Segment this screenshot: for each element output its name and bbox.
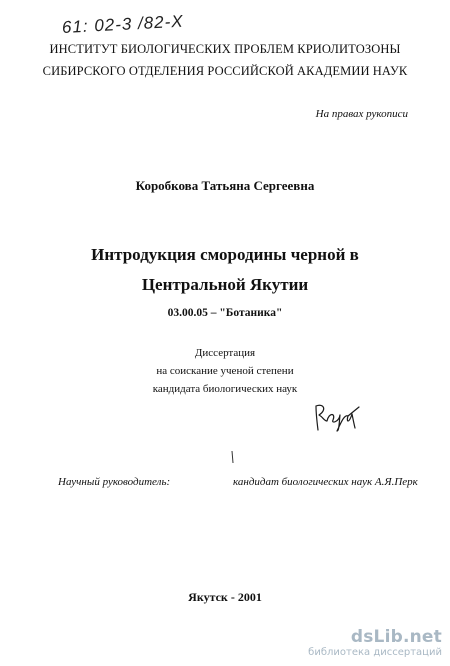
thesis-title-line-1: Интродукция смородины черной в <box>91 245 359 264</box>
supervisor-label: Научный руководитель: <box>58 476 171 488</box>
city-and-year: Якутск - 2001 <box>188 590 262 604</box>
document-type: Диссертация <box>194 347 256 359</box>
specialty-code: 03.00.05 – "Ботаника" <box>167 307 283 319</box>
institute-name-line-1: ИНСТИТУТ БИОЛОГИЧЕСКИХ ПРОБЛЕМ КРИОЛИТОЗОНЫ <box>49 42 401 56</box>
manuscript-rights-note: На правах рукописи <box>315 108 408 120</box>
degree-purpose: на соискание ученой степени <box>156 365 294 377</box>
site-watermark <box>282 628 442 659</box>
author-name: Коробкова Татьяна Сергеевна <box>135 178 315 193</box>
thesis-title-line-2: Центральной Якутии <box>141 275 309 294</box>
handwritten-signature <box>312 400 362 432</box>
institute-name-line-2: СИБИРСКОГО ОТДЕЛЕНИЯ РОССИЙСКОЙ АКАДЕМИИ НАУК <box>42 64 408 78</box>
watermark-tagline: библиотека диссертаций <box>308 647 442 658</box>
watermark-logo: dsLib.net <box>350 627 442 647</box>
pen-mark <box>231 450 234 464</box>
supervisor-name: кандидат биологических наук А.Я.Перк <box>233 476 418 488</box>
degree-name: кандидата биологических наук <box>152 383 298 395</box>
handwritten-catalog-number: 61: 02-3 /82-Х <box>61 11 185 37</box>
